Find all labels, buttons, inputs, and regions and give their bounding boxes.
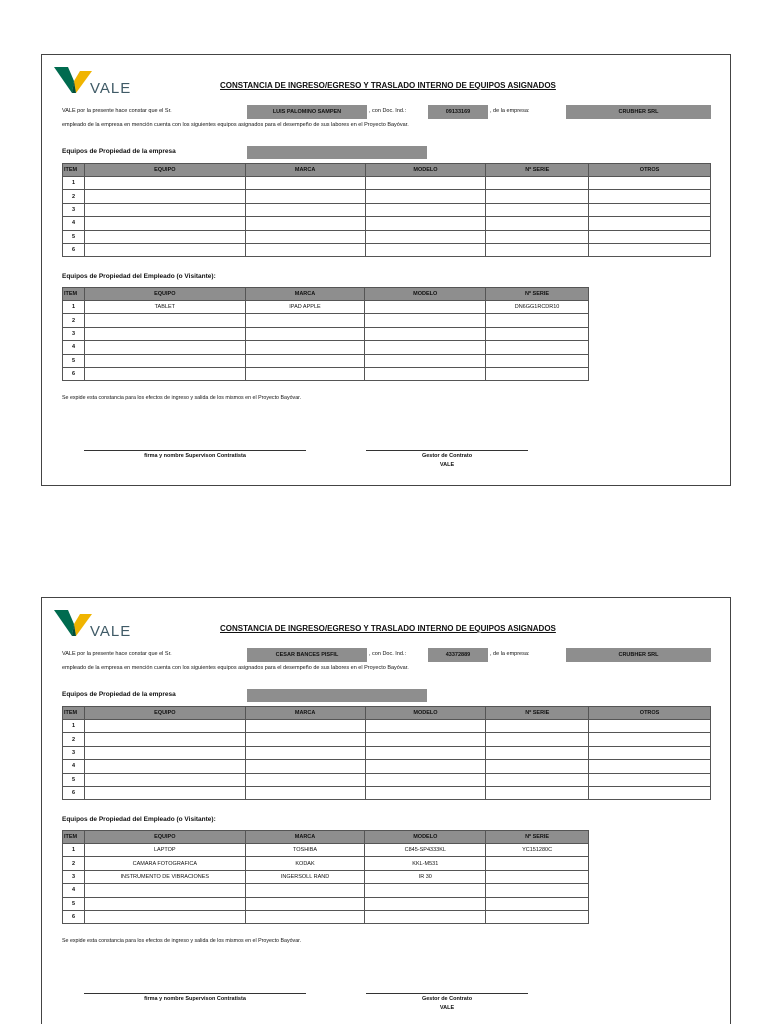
table-cell[interactable] [365,327,486,340]
item-number-cell: 3 [63,203,85,216]
column-header: Nº SERIE [486,707,589,720]
signature-label-manager: Gestor de Contrato [421,453,473,459]
company-field[interactable]: CRUBHER SRL [566,648,711,662]
table-cell[interactable] [486,243,589,256]
table-cell[interactable] [486,773,589,786]
column-header: MARCA [245,831,365,844]
column-header: MARCA [245,164,365,177]
table-cell[interactable] [84,897,245,910]
item-number-cell: 1 [63,844,85,857]
table-row [63,773,711,786]
table-cell[interactable] [589,720,711,733]
column-header: OTROS [589,164,711,177]
company-label: , de la empresa: [490,108,530,114]
table-row [63,897,589,910]
column-header: ITEM [63,831,85,844]
table-row [63,354,589,367]
table-cell[interactable]: C845-SP4333KL [365,844,486,857]
table-cell[interactable] [589,217,711,230]
table-row [63,177,711,190]
table-cell[interactable] [84,203,245,216]
table-cell[interactable]: TOSHIBA [245,844,365,857]
table-cell[interactable] [84,354,245,367]
table-cell[interactable] [84,910,245,923]
table-cell[interactable] [486,897,589,910]
intro-text: VALE por la presente hace constar que el Sr. [62,108,172,114]
company-equipment-title: Equipos de Propiedad de la empresa [62,148,176,155]
table-row [63,857,589,870]
document-title: CONSTANCIA DE INGRESO/EGRESO Y TRASLADO INTERNO DE EQUIPOS ASIGNADOS [220,81,556,90]
column-header: ITEM [63,288,85,301]
item-number-cell: 5 [63,897,85,910]
table-header-row [63,288,589,301]
table-cell[interactable] [245,243,365,256]
name-field[interactable]: CESAR BANCES PISFIL [247,648,367,662]
table-cell[interactable] [365,354,486,367]
item-number-cell: 6 [63,243,85,256]
intro-text: VALE por la presente hace constar que el Sr. [62,651,172,657]
doc-label: , con Doc. Ind.: [369,651,406,657]
table-cell[interactable] [365,773,486,786]
item-number-cell: 2 [63,857,85,870]
table-row [63,190,711,203]
item-number-cell: 5 [63,354,85,367]
column-header: EQUIPO [84,707,245,720]
signature-line-manager [366,993,528,994]
declaration-line-2: empleado de la empresa en mención cuenta con los siguientes equipos asignados para el desempeño de sus labores en el Proyecto Bayóvar. [62,122,409,128]
table-row [63,844,589,857]
item-number-cell: 4 [63,884,85,897]
table-cell[interactable] [245,367,365,380]
table-cell[interactable] [486,857,589,870]
table-cell[interactable] [84,217,245,230]
item-number-cell: 6 [63,367,85,380]
table-cell[interactable] [245,760,365,773]
signature-label-company: VALE [439,1005,455,1011]
signature-label-supervisor: firma y nombre Supervison Contratista [144,996,246,1002]
item-number-cell: 1 [63,177,85,190]
table-cell[interactable] [486,230,589,243]
table-cell[interactable]: KKL-M531 [365,857,486,870]
table-cell[interactable] [365,760,486,773]
table-cell[interactable] [245,354,365,367]
table-cell[interactable] [365,190,486,203]
table-cell[interactable] [245,773,365,786]
company-equipment-bar [247,146,427,159]
constancia-form-1 [41,54,731,486]
table-cell[interactable] [84,190,245,203]
table-cell[interactable] [245,720,365,733]
table-row [63,760,711,773]
table-cell[interactable] [84,760,245,773]
signature-line-manager [366,450,528,451]
table-cell[interactable] [84,720,245,733]
column-header: MODELO [365,288,486,301]
table-cell[interactable] [589,760,711,773]
column-header: MODELO [365,831,486,844]
item-number-cell: 6 [63,910,85,923]
table-cell[interactable] [486,190,589,203]
table-cell[interactable] [365,897,486,910]
table-cell[interactable] [84,773,245,786]
table-row [63,243,711,256]
table-cell[interactable] [245,177,365,190]
table-row [63,301,589,314]
column-header: OTROS [589,707,711,720]
table-cell[interactable] [486,354,589,367]
item-number-cell: 3 [63,746,85,759]
table-row [63,910,589,923]
item-number-cell: 2 [63,314,85,327]
company-equipment-table [62,706,711,800]
item-number-cell: 1 [63,301,85,314]
column-header: MODELO [365,707,486,720]
document-title: CONSTANCIA DE INGRESO/EGRESO Y TRASLADO INTERNO DE EQUIPOS ASIGNADOS [220,624,556,633]
column-header: Nº SERIE [486,831,589,844]
table-cell[interactable] [486,177,589,190]
table-header-row [63,831,589,844]
signature-line-supervisor [84,993,306,994]
table-cell[interactable] [486,884,589,897]
table-row [63,786,711,799]
doc-label: , con Doc. Ind.: [369,108,406,114]
table-cell[interactable] [486,327,589,340]
table-row [63,327,589,340]
table-cell[interactable] [84,746,245,759]
signature-label-manager: Gestor de Contrato [421,996,473,1002]
table-cell[interactable]: IR 30 [365,870,486,883]
table-row [63,341,589,354]
declaration-line [62,105,722,119]
column-header: Nº SERIE [486,164,589,177]
employee-equipment-table [62,287,589,381]
vale-logo-icon [54,608,94,638]
column-header: ITEM [63,164,85,177]
table-cell[interactable] [589,230,711,243]
table-cell[interactable] [365,720,486,733]
table-cell[interactable] [486,760,589,773]
vale-logo-icon [54,65,94,95]
company-label: , de la empresa: [490,651,530,657]
company-field[interactable]: CRUBHER SRL [566,105,711,119]
table-cell[interactable]: DN6GG1RCDR10 [486,301,589,314]
company-equipment-bar [247,689,427,702]
table-cell[interactable] [365,746,486,759]
table-cell[interactable]: TABLET [84,301,245,314]
table-cell[interactable] [245,217,365,230]
table-cell[interactable] [84,314,245,327]
signature-label-supervisor: firma y nombre Supervison Contratista [144,453,246,459]
table-cell[interactable] [589,190,711,203]
employee-equipment-title: Equipos de Propiedad del Empleado (o Visitante): [62,816,216,823]
table-cell[interactable] [486,746,589,759]
table-cell[interactable] [84,733,245,746]
column-header: EQUIPO [84,831,245,844]
table-cell[interactable] [84,243,245,256]
table-cell[interactable] [486,733,589,746]
company-equipment-table [62,163,711,257]
logo-text: VALE [90,80,132,97]
table-cell[interactable]: CAMARA FOTOGRAFICA [84,857,245,870]
table-cell[interactable] [245,746,365,759]
vale-logo [54,608,134,638]
table-cell[interactable] [589,773,711,786]
issuance-note: Se expide esta constancia para los efectos de ingreso y salida de los mismos en el Proyecto Bayóvar. [62,938,302,944]
table-cell[interactable] [245,733,365,746]
doc-number-field[interactable]: 43372889 [428,648,488,662]
signature-line-supervisor [84,450,306,451]
table-cell[interactable] [365,314,486,327]
table-row [63,884,589,897]
column-header: EQUIPO [84,288,245,301]
table-cell[interactable] [486,341,589,354]
table-row [63,733,711,746]
table-cell[interactable] [365,733,486,746]
item-number-cell: 3 [63,327,85,340]
item-number-cell: 4 [63,341,85,354]
vale-logo [54,65,134,95]
table-cell[interactable] [245,203,365,216]
table-cell[interactable] [365,230,486,243]
employee-equipment-table [62,830,589,924]
table-cell[interactable] [486,786,589,799]
table-cell[interactable] [84,367,245,380]
table-cell[interactable]: LAPTOP [84,844,245,857]
table-cell[interactable] [486,367,589,380]
column-header: EQUIPO [84,164,245,177]
table-row [63,230,711,243]
employee-equipment-title: Equipos de Propiedad del Empleado (o Visitante): [62,273,216,280]
company-equipment-title: Equipos de Propiedad de la empresa [62,691,176,698]
table-cell[interactable] [589,746,711,759]
table-cell[interactable] [245,897,365,910]
table-cell[interactable] [245,327,365,340]
column-header: MARCA [245,707,365,720]
declaration-line-2: empleado de la empresa en mención cuenta con los siguientes equipos asignados para el desempeño de sus labores en el Proyecto Bayóvar. [62,665,409,671]
item-number-cell: 4 [63,217,85,230]
table-row [63,217,711,230]
table-cell[interactable] [84,177,245,190]
table-cell[interactable] [245,314,365,327]
constancia-form-2 [41,597,731,1024]
table-cell[interactable] [84,786,245,799]
table-cell[interactable] [589,177,711,190]
table-cell[interactable]: INGERSOLL RAND [245,870,365,883]
table-cell[interactable]: IPAD APPLE [245,301,365,314]
table-cell[interactable] [486,203,589,216]
table-row [63,367,589,380]
table-cell[interactable] [365,910,486,923]
table-cell[interactable] [245,190,365,203]
item-number-cell: 3 [63,870,85,883]
table-cell[interactable] [245,884,365,897]
table-row [63,870,589,883]
declaration-line [62,648,722,662]
item-number-cell: 1 [63,720,85,733]
item-number-cell: 6 [63,786,85,799]
name-field[interactable]: LUIS PALOMINO SAMPEN [247,105,367,119]
table-cell[interactable] [589,786,711,799]
table-cell[interactable] [84,230,245,243]
table-cell[interactable] [365,884,486,897]
item-number-cell: 2 [63,190,85,203]
item-number-cell: 2 [63,733,85,746]
table-cell[interactable] [486,910,589,923]
table-cell[interactable] [365,301,486,314]
table-cell[interactable] [486,720,589,733]
table-header-row [63,707,711,720]
table-cell[interactable] [365,786,486,799]
table-cell[interactable] [365,367,486,380]
table-cell[interactable] [245,786,365,799]
item-number-cell: 5 [63,230,85,243]
table-row [63,746,711,759]
table-cell[interactable] [486,314,589,327]
column-header: MARCA [245,288,365,301]
item-number-cell: 5 [63,773,85,786]
table-cell[interactable] [245,910,365,923]
table-row [63,720,711,733]
table-cell[interactable] [589,243,711,256]
table-cell[interactable]: KODAK [245,857,365,870]
table-row [63,314,589,327]
table-cell[interactable] [84,341,245,354]
item-number-cell: 4 [63,760,85,773]
table-cell[interactable] [486,217,589,230]
table-cell[interactable]: INSTRUMENTO DE VIBRACIONES [84,870,245,883]
table-cell[interactable] [589,733,711,746]
table-cell[interactable]: YC151280C [486,844,589,857]
table-cell[interactable] [245,341,365,354]
table-cell[interactable] [84,884,245,897]
table-cell[interactable] [245,230,365,243]
column-header: ITEM [63,707,85,720]
table-cell[interactable] [486,870,589,883]
signature-label-company: VALE [439,462,455,468]
column-header: Nº SERIE [486,288,589,301]
column-header: MODELO [365,164,486,177]
table-cell[interactable] [365,243,486,256]
table-cell[interactable] [365,177,486,190]
table-header-row [63,164,711,177]
issuance-note: Se expide esta constancia para los efectos de ingreso y salida de los mismos en el Proyecto Bayóvar. [62,395,302,401]
table-cell[interactable] [84,327,245,340]
table-cell[interactable] [365,203,486,216]
doc-number-field[interactable]: 09133169 [428,105,488,119]
table-cell[interactable] [365,217,486,230]
table-row [63,203,711,216]
logo-text: VALE [90,623,132,640]
table-cell[interactable] [365,341,486,354]
table-cell[interactable] [589,203,711,216]
